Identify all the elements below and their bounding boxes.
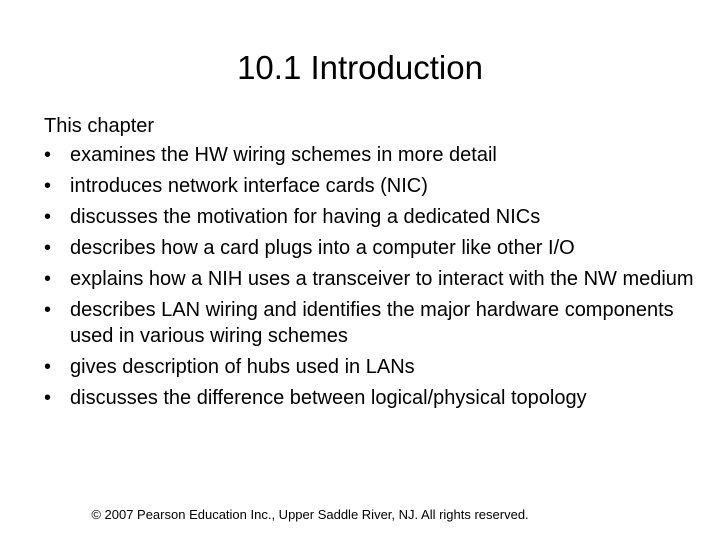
bullet-item <box>44 204 704 230</box>
bullet-text: gives description of hubs used in LANs <box>70 356 415 378</box>
bullet-text: describes how a card plugs into a computer like other I/O <box>70 237 575 259</box>
bullet-item <box>44 235 704 261</box>
bullet-marker: • <box>44 237 52 259</box>
bullet-marker: • <box>44 175 52 197</box>
bullet-text: discusses the difference between logical/physical topology <box>70 387 587 409</box>
bullet-marker: • <box>44 144 52 166</box>
slide-body <box>44 111 704 411</box>
bullet-item <box>44 354 704 380</box>
bullet-marker: • <box>44 387 52 409</box>
bullet-text: explains how a NIH uses a transceiver to interact with the NW medium <box>70 268 694 290</box>
bullet-marker: • <box>44 356 52 378</box>
bullet-text: introduces network interface cards (NIC) <box>70 175 428 197</box>
bullet-text: examines the HW wiring schemes in more detail <box>70 144 497 166</box>
bullet-item <box>44 142 704 168</box>
bullet-text: discusses the motivation for having a dedicated NICs <box>70 206 541 228</box>
bullet-item <box>44 385 704 411</box>
intro-text: This chapter <box>44 115 155 137</box>
bullet-marker: • <box>44 268 52 290</box>
bullet-item <box>44 266 704 292</box>
bullet-list <box>44 142 704 411</box>
bullet-item <box>44 173 704 199</box>
bullet-marker: • <box>44 206 52 228</box>
bullet-marker: • <box>44 299 52 321</box>
bullet-text: describes LAN wiring and identifies the major hardware components used in various wiring schemes <box>70 299 674 347</box>
slide-title: 10.1 Introduction <box>237 49 483 86</box>
bullet-item <box>44 297 704 349</box>
copyright-footer: © 2007 Pearson Education Inc., Upper Saddle River, NJ. All rights reserved. <box>91 507 529 522</box>
